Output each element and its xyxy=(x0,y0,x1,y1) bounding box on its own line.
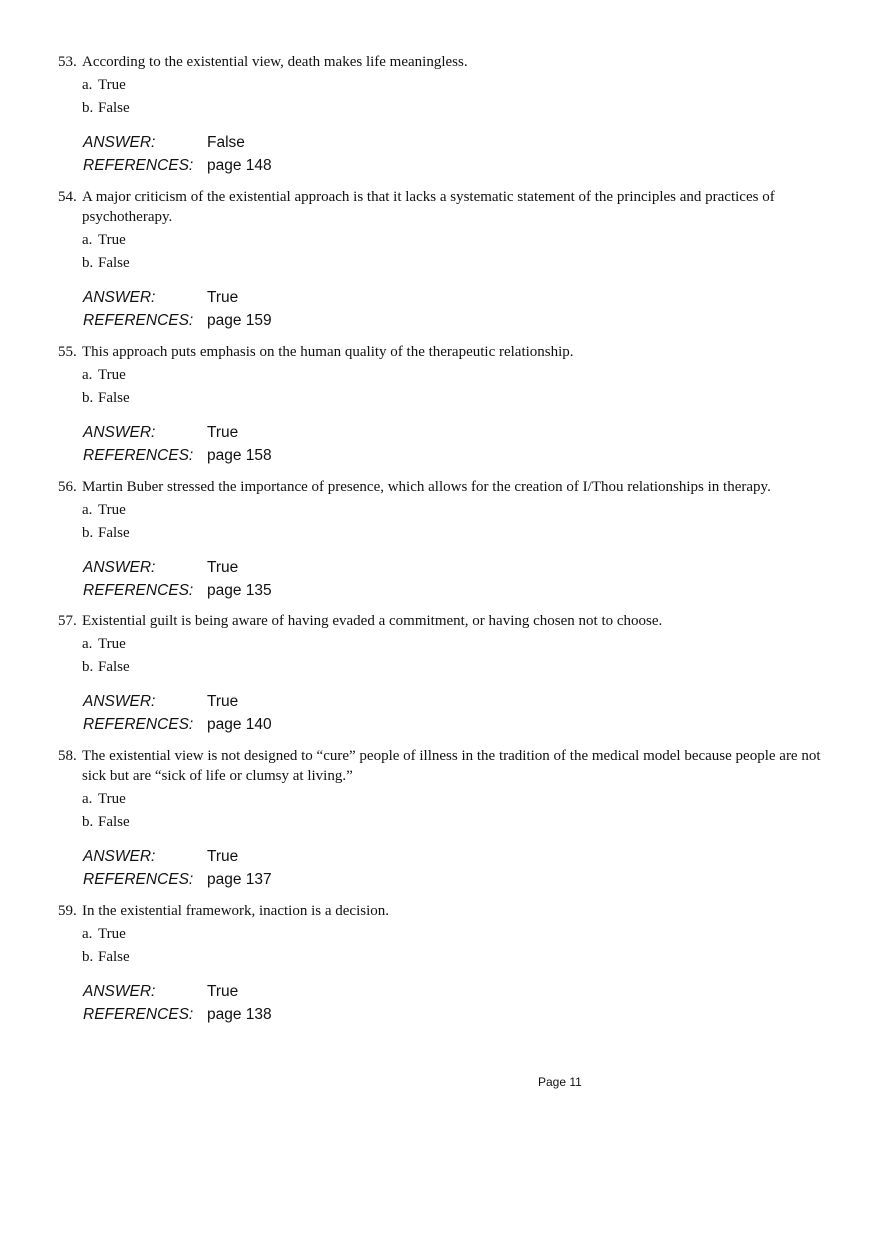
references-row xyxy=(83,310,828,333)
answer-value: True xyxy=(207,289,239,306)
option-list xyxy=(82,634,828,677)
answer-row xyxy=(83,846,828,869)
question-58 xyxy=(58,746,828,891)
option-text: True xyxy=(98,926,126,942)
question-57 xyxy=(58,611,828,736)
references-value: page 159 xyxy=(207,311,272,329)
references-value: page 137 xyxy=(207,870,272,888)
page-number: Page 11 xyxy=(538,1075,582,1089)
option-text: True xyxy=(98,502,126,518)
option-letter: a. xyxy=(82,77,93,93)
question-stem xyxy=(58,746,828,786)
question-number: 57. xyxy=(58,613,77,629)
references-label: REFERENCES: xyxy=(83,446,194,464)
option-a xyxy=(82,789,828,809)
option-letter: a. xyxy=(82,232,93,248)
option-b xyxy=(82,812,828,832)
question-stem xyxy=(58,611,828,631)
question-stem xyxy=(58,342,828,362)
references-label: REFERENCES: xyxy=(83,1005,194,1023)
option-list xyxy=(82,500,828,543)
answer-block xyxy=(83,846,828,891)
answer-label: ANSWER: xyxy=(83,693,156,710)
question-53 xyxy=(58,52,828,177)
question-text: Existential guilt is being aware of having evaded a commitment, or having chosen not to choose. xyxy=(82,613,663,629)
option-b xyxy=(82,253,828,273)
references-row xyxy=(83,714,828,737)
option-letter: b. xyxy=(82,100,94,116)
question-text: A major criticism of the existential approach is that it lacks a systematic statement of the principles and practices of psychotherapy. xyxy=(82,189,775,225)
option-a xyxy=(82,924,828,944)
answer-block xyxy=(83,287,828,332)
references-row xyxy=(83,580,828,603)
answer-block xyxy=(83,981,828,1026)
answer-row xyxy=(83,287,828,310)
question-stem xyxy=(58,52,828,72)
option-letter: a. xyxy=(82,926,93,942)
question-number: 55. xyxy=(58,344,77,360)
option-text: True xyxy=(98,367,126,383)
answer-row xyxy=(83,557,828,580)
option-b xyxy=(82,523,828,543)
option-text: False xyxy=(98,255,130,271)
question-text: According to the existential view, death makes life meaningless. xyxy=(82,54,468,70)
option-list xyxy=(82,365,828,408)
option-letter: b. xyxy=(82,525,94,541)
question-text: In the existential framework, inaction is a decision. xyxy=(82,903,389,919)
question-54 xyxy=(58,187,828,332)
references-label: REFERENCES: xyxy=(83,156,194,174)
answer-block xyxy=(83,557,828,602)
answer-label: ANSWER: xyxy=(83,559,156,576)
option-a xyxy=(82,230,828,250)
references-label: REFERENCES: xyxy=(83,870,194,888)
option-b xyxy=(82,98,828,118)
answer-value: True xyxy=(207,559,239,576)
question-number: 58. xyxy=(58,748,77,764)
references-value: page 158 xyxy=(207,446,272,464)
references-label: REFERENCES: xyxy=(83,311,194,329)
references-value: page 148 xyxy=(207,156,272,174)
option-letter: b. xyxy=(82,390,94,406)
option-text: False xyxy=(98,659,130,675)
option-text: False xyxy=(98,525,130,541)
question-stem xyxy=(58,477,828,497)
option-a xyxy=(82,634,828,654)
option-letter: b. xyxy=(82,255,94,271)
question-59 xyxy=(58,901,828,1026)
option-letter: b. xyxy=(82,814,94,830)
references-row xyxy=(83,445,828,468)
option-list xyxy=(82,75,828,118)
answer-label: ANSWER: xyxy=(83,289,156,306)
option-list xyxy=(82,789,828,832)
option-letter: b. xyxy=(82,659,94,675)
option-text: False xyxy=(98,949,130,965)
option-b xyxy=(82,947,828,967)
option-letter: a. xyxy=(82,502,93,518)
question-text: This approach puts emphasis on the human quality of the therapeutic relationship. xyxy=(82,344,574,360)
answer-label: ANSWER: xyxy=(83,848,156,865)
question-55 xyxy=(58,342,828,467)
option-b xyxy=(82,657,828,677)
option-list xyxy=(82,924,828,967)
option-text: True xyxy=(98,77,126,93)
question-56 xyxy=(58,477,828,602)
references-row xyxy=(83,869,828,892)
answer-label: ANSWER: xyxy=(83,134,156,151)
option-letter: a. xyxy=(82,367,93,383)
answer-row xyxy=(83,422,828,445)
question-text: Martin Buber stressed the importance of presence, which allows for the creation of I/Thou relationships in therapy. xyxy=(82,479,771,495)
option-text: True xyxy=(98,791,126,807)
option-letter: a. xyxy=(82,636,93,652)
option-a xyxy=(82,500,828,520)
answer-value: True xyxy=(207,848,239,865)
answer-value: True xyxy=(207,424,239,441)
references-value: page 140 xyxy=(207,715,272,733)
question-text: The existential view is not designed to “cure” people of illness in the tradition of the medical model because people are not sick but are “sick of life or clumsy at living.” xyxy=(82,748,821,784)
option-list xyxy=(82,230,828,273)
references-label: REFERENCES: xyxy=(83,581,194,599)
option-a xyxy=(82,75,828,95)
answer-block xyxy=(83,132,828,177)
option-b xyxy=(82,388,828,408)
references-value: page 138 xyxy=(207,1005,272,1023)
option-letter: a. xyxy=(82,791,93,807)
option-letter: b. xyxy=(82,949,94,965)
answer-value: False xyxy=(207,134,245,151)
references-value: page 135 xyxy=(207,581,272,599)
answer-row xyxy=(83,981,828,1004)
references-row xyxy=(83,155,828,178)
option-text: True xyxy=(98,636,126,652)
answer-value: True xyxy=(207,983,239,1000)
question-stem xyxy=(58,901,828,921)
option-text: True xyxy=(98,232,126,248)
question-number: 59. xyxy=(58,903,77,919)
question-number: 56. xyxy=(58,479,77,495)
option-text: False xyxy=(98,390,130,406)
answer-row xyxy=(83,132,828,155)
answer-row xyxy=(83,691,828,714)
option-text: False xyxy=(98,100,130,116)
answer-block xyxy=(83,422,828,467)
option-text: False xyxy=(98,814,130,830)
references-row xyxy=(83,1004,828,1027)
question-number: 53. xyxy=(58,54,77,70)
option-a xyxy=(82,365,828,385)
question-stem xyxy=(58,187,828,227)
answer-block xyxy=(83,691,828,736)
references-label: REFERENCES: xyxy=(83,715,194,733)
question-number: 54. xyxy=(58,189,77,205)
answer-label: ANSWER: xyxy=(83,983,156,1000)
answer-label: ANSWER: xyxy=(83,424,156,441)
answer-value: True xyxy=(207,693,239,710)
